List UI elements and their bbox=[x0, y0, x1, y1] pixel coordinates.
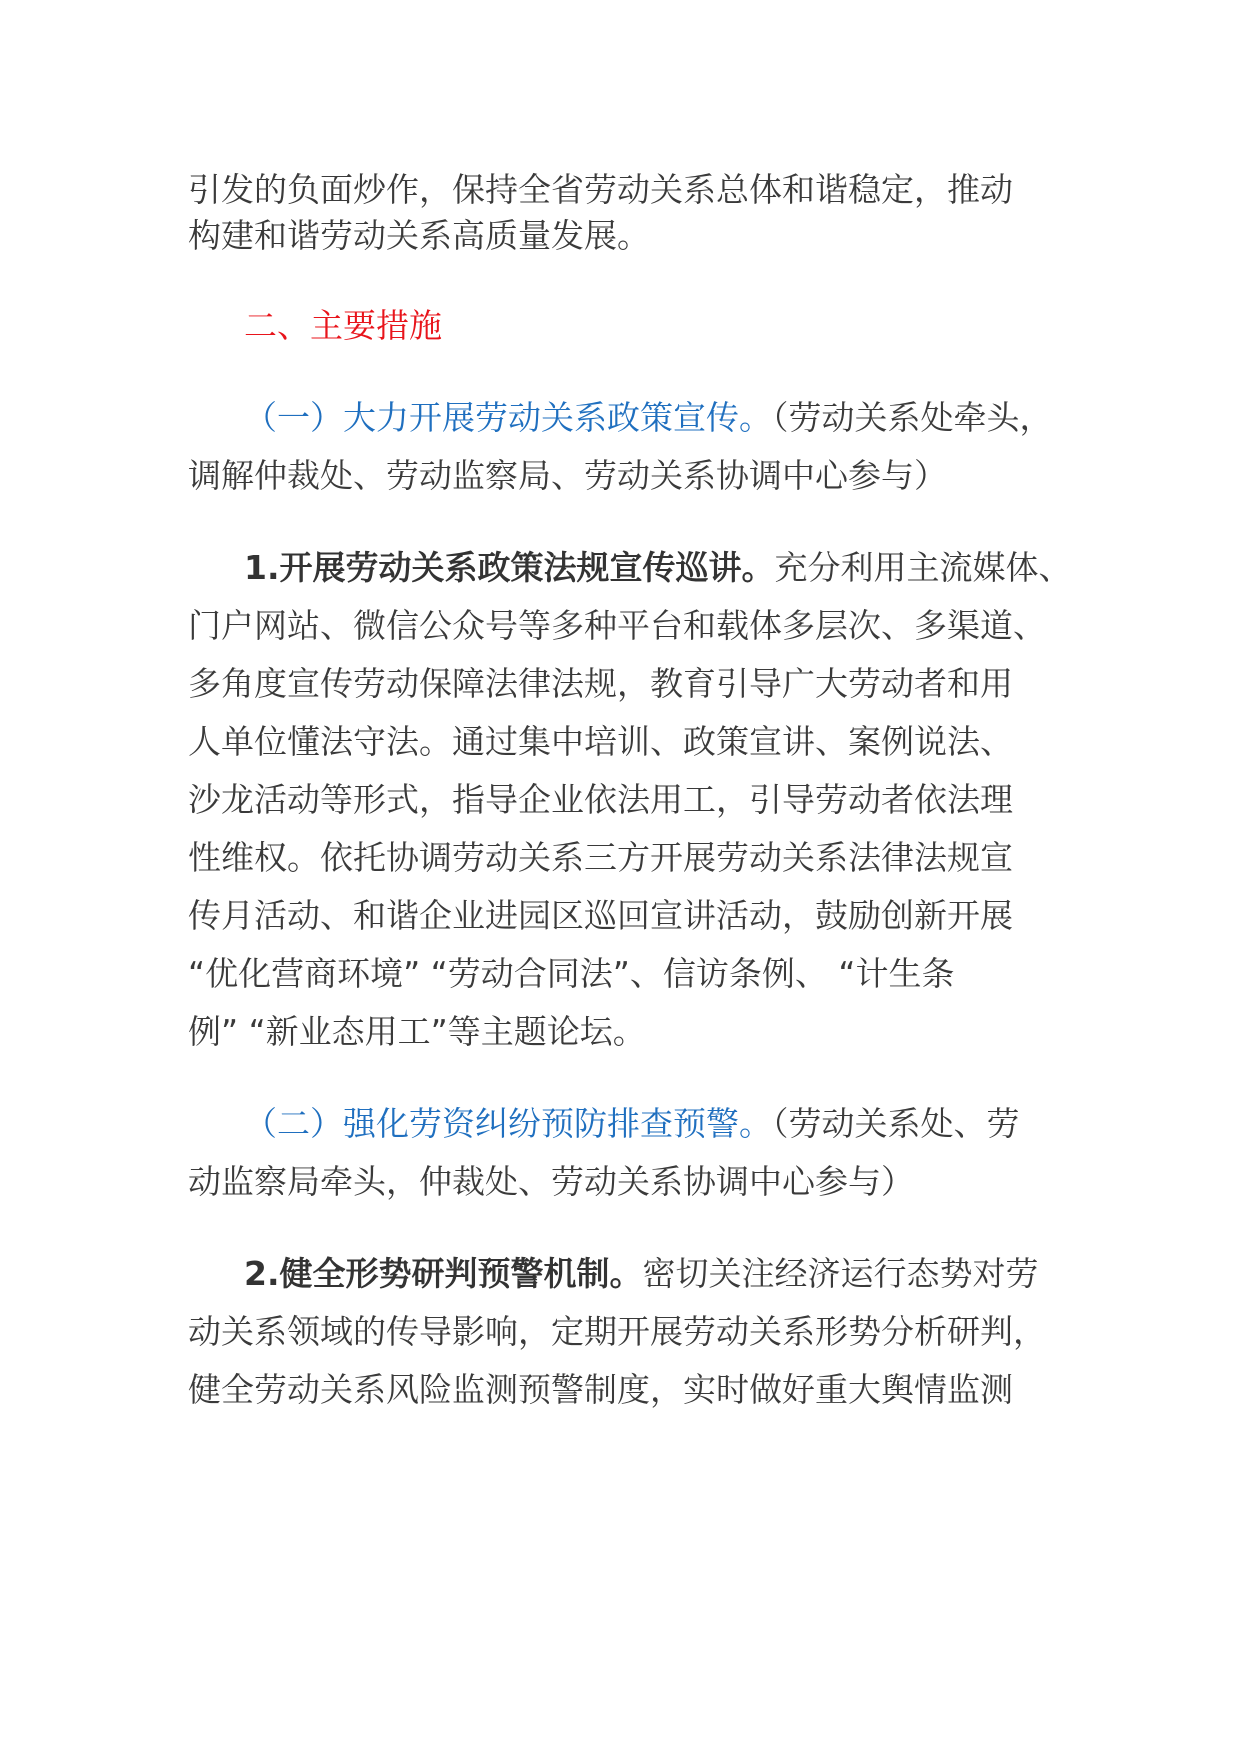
item-1-line: 门户网站、微信公众号等多种平台和载体多层次、多渠道、 bbox=[188, 606, 1046, 645]
subsection-2-line-2: 动监察局牵头，仲裁处、劳动关系协调中心参与） bbox=[188, 1162, 914, 1201]
item-1-lead bbox=[244, 546, 1072, 590]
subsection-2-heading: （二）强化劳资纠纷预防排查预警。 bbox=[244, 1104, 772, 1143]
subsection-1-line-2: 调解仲裁处、劳动监察局、劳动关系协调中心参与） bbox=[188, 456, 947, 495]
subsection-2-lead bbox=[244, 1102, 1020, 1146]
item-1-line: 人单位懂法守法。通过集中培训、政策宣讲、案例说法、 bbox=[188, 722, 1013, 761]
item-2-title: 2.健全形势研判预警机制。 bbox=[244, 1254, 643, 1293]
item-1-line: 沙龙活动等形式，指导企业依法用工，引导劳动者依法理 bbox=[188, 780, 1013, 819]
section-title: 二、主要措施 bbox=[244, 306, 442, 345]
item-1-line: 性维权。依托协调劳动关系三方开展劳动关系法律法规宣 bbox=[188, 838, 1013, 877]
subsection-2-lead-rest: （劳动关系处、劳 bbox=[772, 1104, 1020, 1143]
item-1-lead-rest: 充分利用主流媒体、 bbox=[774, 548, 1072, 587]
item-2-lead bbox=[244, 1252, 1039, 1296]
item-2-lead-rest: 密切关注经济运行态势对劳 bbox=[642, 1254, 1039, 1293]
item-1-line: 多角度宣传劳动保障法律法规，教育引导广大劳动者和用 bbox=[188, 664, 1013, 703]
item-1-line: 例” “新业态用工”等主题论坛。 bbox=[188, 1012, 646, 1051]
item-2-line: 动关系领域的传导影响，定期开展劳动关系形势分析研判， bbox=[188, 1312, 1046, 1351]
item-1-title: 1.开展劳动关系政策法规宣传巡讲。 bbox=[244, 548, 775, 587]
intro-line-2: 构建和谐劳动关系高质量发展。 bbox=[188, 216, 650, 255]
subsection-1-heading: （一）大力开展劳动关系政策宣传。 bbox=[244, 398, 772, 437]
item-1-line: “优化营商环境” “劳动合同法”、信访条例、 “计生条 bbox=[188, 954, 955, 993]
item-1-line: 传月活动、和谐企业进园区巡回宣讲活动，鼓励创新开展 bbox=[188, 896, 1013, 935]
subsection-1-lead-rest: （劳动关系处牵头， bbox=[772, 398, 1053, 437]
intro-line-1: 引发的负面炒作，保持全省劳动关系总体和谐稳定，推动 bbox=[188, 170, 1013, 209]
subsection-1-lead bbox=[244, 396, 1053, 440]
item-2-line: 健全劳动关系风险监测预警制度，实时做好重大舆情监测 bbox=[188, 1370, 1013, 1409]
